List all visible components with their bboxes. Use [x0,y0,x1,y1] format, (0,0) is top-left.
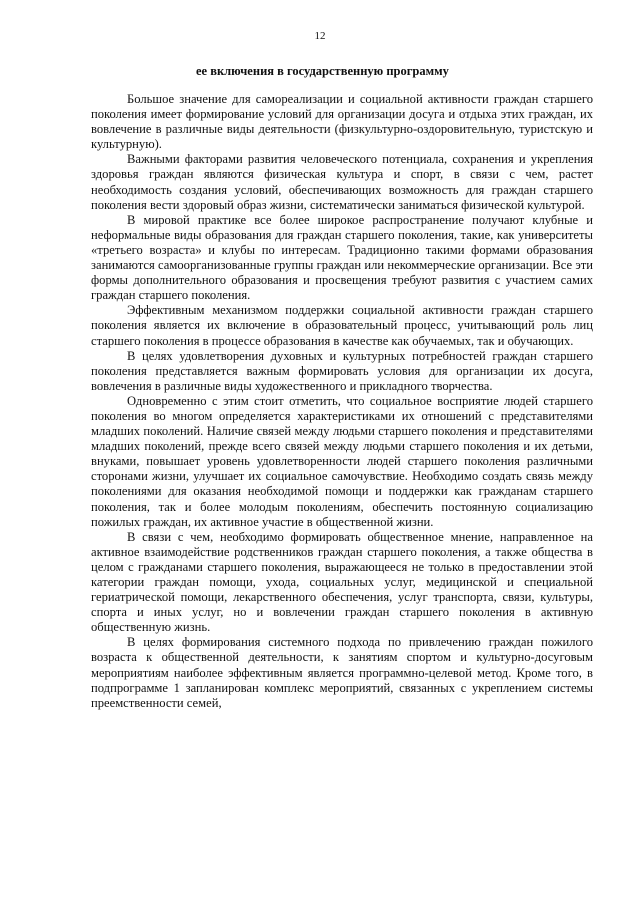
paragraph-cultural-needs: В целях удовлетворения духовных и культурных потребностей граждан старшего поколения представляется важным формировать условия для организации их досуга, вовлечения в различные виды художественного и прикладного творчества. [91,348,593,393]
paragraph-system-approach: В целях формирования системного подхода по привлечению граждан пожилого возраста к общественной деятельности, к занятиям спортом и культурно-досуговым мероприятиям наиболее эффективным является программно-целевой метод. Кроме того, в подпрограмме 1 запланирован комплекс мероприятий, связанных с укреплением системы преемственности семей, [91,635,593,710]
page-number: 12 [314,30,326,42]
paragraph-education-clubs: В мировой практике все более широкое распространение получают клубные и неформальные виды образования для граждан старшего поколения, такие, как университеты «третьего возраста» и клубы по интересам. Традиционно такими формами образования занимаются самоорганизованные группы граждан или некоммерческие организации. Все эти формы дополнительного образования и просвещения требуют развития с участием самих граждан старшего поколения. [91,212,593,303]
paragraph-public-opinion: В связи с чем, необходимо формировать общественное мнение, направленное на активное взаимодействие родственников граждан старшего поколения, а также общества в целом с гражданами старшего поколения, выражающееся не только в предоставлении этой категории граждан помощи, ухода, социальных услуг, медицинской и специальной гериатрической помощи, лекарственного обеспечения, услуг транспорта, связи, культуры, спорта и иных услуг, но и вовлечении граждан старшего поколения в активную общественную жизнь. [91,529,593,635]
section-heading: ее включения в государственную программу [196,64,449,78]
paragraph-educational-process: Эффективным механизмом поддержки социальной активности граждан старшего поколения является их включение в образовательный процесс, учитывающий роль лиц старшего поколения в процессе образования в качестве как обучаемых, так и обучающих. [91,303,593,348]
body-text [91,92,593,711]
paragraph-generations: Одновременно с этим стоит отметить, что социальное восприятие людей старшего поколения во многом определяется характеристиками их отношений с представителями младших поколений. Наличие связей между людьми старшего поколения и представителями младших поколений, прежде всего связей между людьми старшего поколения и их детьми, внуками, повышает уровень удовлетворенности людей старшего поколения различными сторонами жизни, улучшает их социальное самочувствие. Необходимо создать связь между поколениями для оказания необходимой помощи и поддержки как гражданам старшего поколения, так и более молодым поколениям, обеспечить постоянную социализацию пожилых граждан, их активное участие в общественной жизни. [91,393,593,529]
paragraph-physical-culture: Важными факторами развития человеческого потенциала, сохранения и укрепления здоровья граждан являются физическая культура и спорт, в связи с чем, растет необходимость создания условий, обеспечивающих возможность для граждан старшего поколения вести здоровый образ жизни, систематически заниматься физической культурой. [91,152,593,212]
paragraph-leisure: Большое значение для самореализации и социальной активности граждан старшего поколения имеет формирование условий для организации досуга и отдыха этих граждан, их вовлечение в различные виды деятельности (физкультурно-оздоровительную, туристскую и культурную). [91,92,593,152]
